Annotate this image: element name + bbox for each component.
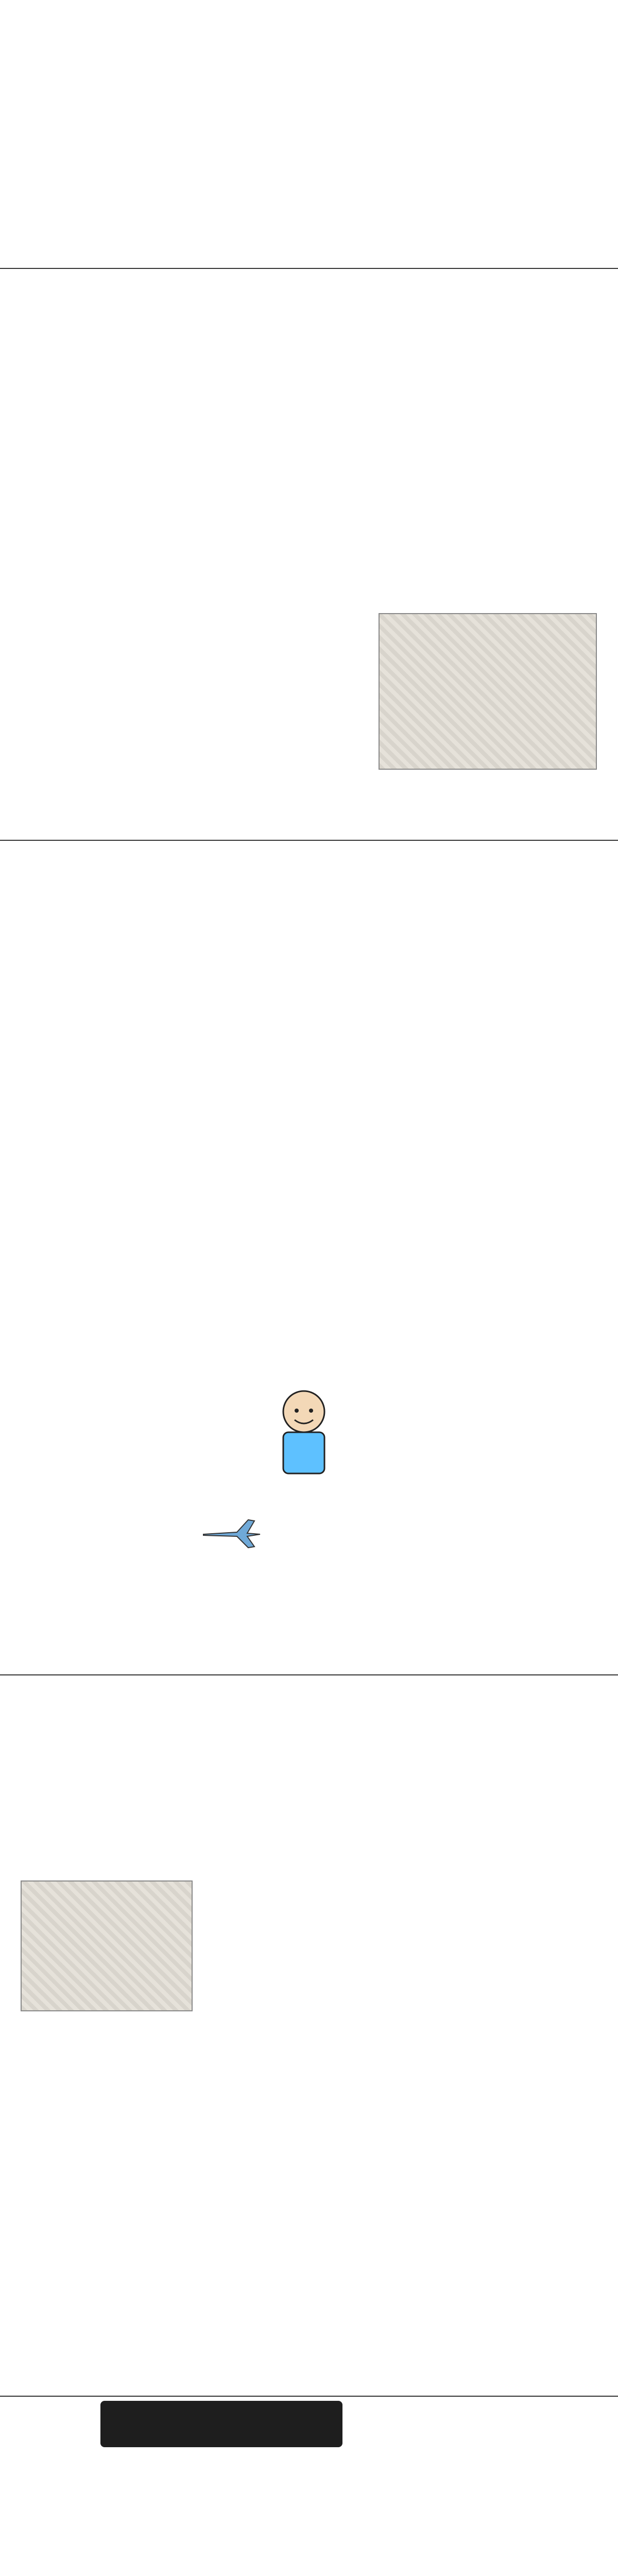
article2-body (10, 860, 530, 1324)
divider-1 (0, 840, 618, 841)
article5-body (10, 2138, 613, 2380)
feature-body (10, 289, 366, 824)
new-staff-title (100, 2401, 342, 2447)
directory-block (288, 21, 608, 247)
article4-body (216, 1695, 608, 2102)
masthead-title (8, 7, 235, 110)
news3-body (10, 1360, 613, 1649)
activity-photo (21, 1880, 193, 2011)
new-staff-body (10, 2463, 613, 2576)
article4-left-text (10, 1695, 201, 1870)
divider-3 (0, 2396, 618, 2397)
divider-2 (0, 1674, 618, 1675)
masthead (8, 7, 235, 157)
event-photo (379, 613, 597, 770)
top-divider (0, 268, 618, 269)
